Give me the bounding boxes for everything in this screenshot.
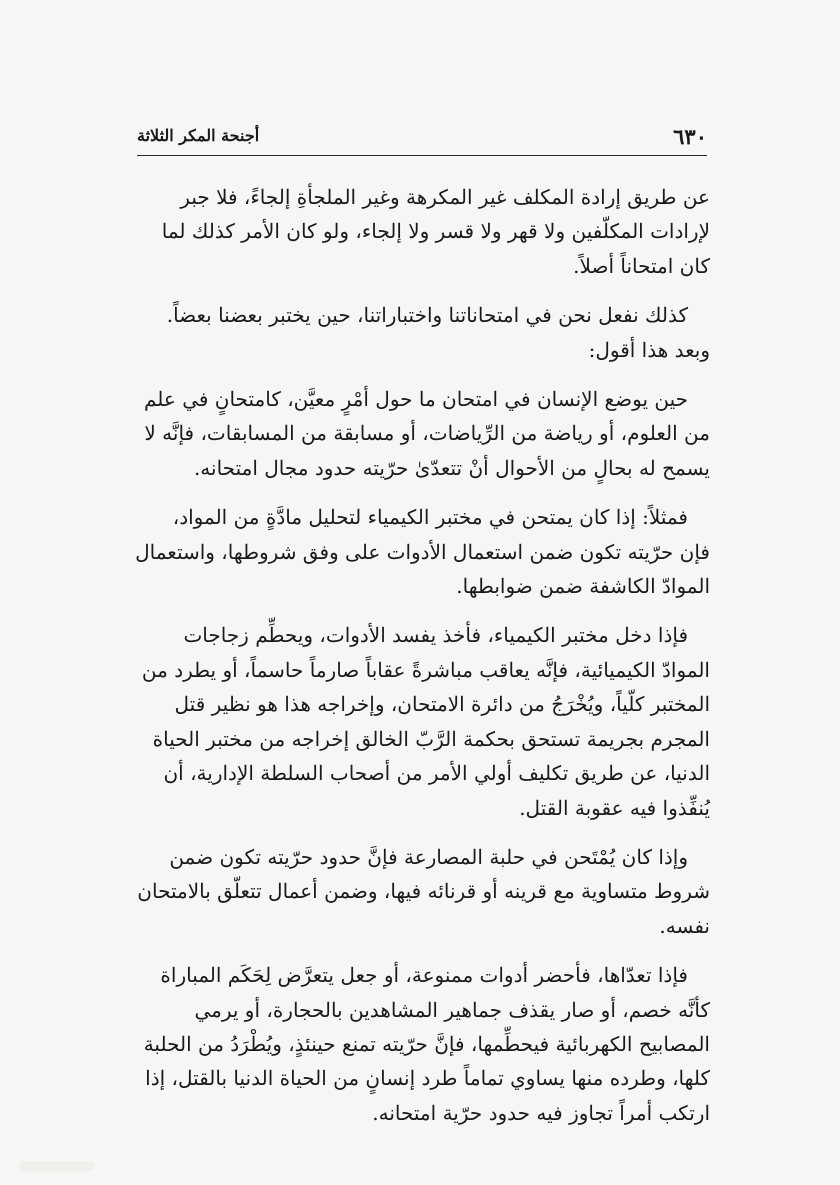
text-line: يسمح له بحالٍ من الأحوال أنْ تتعدّىٰ حرّيته حدود مجال امتحانه. (193, 455, 710, 480)
paragraph (134, 180, 710, 283)
text-line: لإرادات المكلّفين ولا قهر ولا قسر ولا إلجاء، ولو كان الأمر كذلك لما (161, 219, 710, 244)
page-number: ٦٣٠ (673, 124, 707, 149)
running-title: أجنحة المكر الثلاثة (137, 126, 260, 145)
text-line: شروط متساوية مع قرينه أو قرنائه فيها، وضمن أعمال تتعلّق بالامتحان (137, 879, 710, 904)
text-line: فمثلاً: إذا كان يمتحن في مختبر الكيمياء لتحليل مادَّةٍ من المواد، (172, 505, 688, 530)
text-line: ارتكب أمراً تجاوز فيه حدود حرّية امتحانه. (372, 1100, 710, 1125)
text-line: فإذا تعدّاها، فأحضر أدوات ممنوعة، أو جعل يتعرَّض لِحَكَم المباراة (160, 963, 688, 988)
text-line: وبعد هذا أقول: (588, 337, 710, 362)
text-line: المصابيح الكهربائية فيحطِّمها، فإنَّ حرّيته تمنع حينئذٍ، ويُطْرَدُ من الحلبة (143, 1031, 710, 1056)
text-line: من العلوم، أو رياضة من الرِّياضات، أو مسابقة من المسابقات، فإنَّه لا (144, 421, 710, 446)
paragraph (134, 958, 710, 1130)
text-line: كان امتحاناً أصلاً. (573, 253, 710, 278)
text-line: كذلك نفعل نحن في امتحاناتنا واختباراتنا، حين يختبر بعضنا بعضاً. (166, 303, 688, 328)
text-line: كأنَّه خصم، أو صار يقذف جماهير المشاهدين بالحجارة، أو يرمي (194, 997, 710, 1022)
text-line: المجرم بجريمة تستحق بحكمة الرَّبّ الخالق إخراجه من مختبر الحياة (152, 726, 710, 751)
text-line: الدنيا، عن طريق تكليف أولي الأمر من أصحاب السلطة الإدارية، أن (163, 761, 710, 786)
header-rule (137, 155, 707, 156)
body-text (134, 180, 710, 1145)
paragraph (134, 382, 710, 485)
text-line: نفسه. (659, 913, 710, 938)
text-line: فإن حرّيته تكون ضمن استعمال الأدوات على وفق شروطها، واستعمال (135, 539, 710, 564)
paragraph (134, 840, 710, 943)
text-line: عن طريق إرادة المكلف غير المكرهة وغير الملجأةِ إلجاءً، فلا جبر (180, 185, 710, 209)
text-line: الموادّ الكيميائية، فإنَّه يعاقب مباشرةً عقاباً صارماً حاسماً، أو يطرد من (141, 657, 710, 682)
text-line: حين يوضع الإنسان في امتحان ما حول أمْرٍ معيَّن، كامتحانٍ في علم (143, 387, 688, 412)
text-line: الموادّ الكاشفة ضمن ضوابطها. (456, 574, 710, 599)
text-line: يُنفِّذوا فيه عقوبة القتل. (519, 795, 710, 820)
paragraph (134, 618, 710, 824)
text-line: فإذا دخل مختبر الكيمياء، فأخذ يفسد الأدوات، ويحطِّم زجاجات (183, 623, 688, 648)
text-line: المختبر كلّياً، ويُخْرَجُ من دائرة الامتحان، وإخراجه هذا هو نظير قتل (174, 692, 710, 717)
page-header (137, 120, 707, 154)
paragraph (134, 298, 710, 367)
paragraph (134, 500, 710, 603)
text-line: وإذا كان يُمْتَحن في حلبة المصارعة فإنَّ حدود حرّيته تكون ضمن (169, 844, 688, 869)
scan-mark (20, 1161, 94, 1171)
text-line: كلها، وطرده منها يساوي تماماً طرد إنسانٍ من الحياة الدنيا بالقتل، إذا (145, 1066, 710, 1091)
